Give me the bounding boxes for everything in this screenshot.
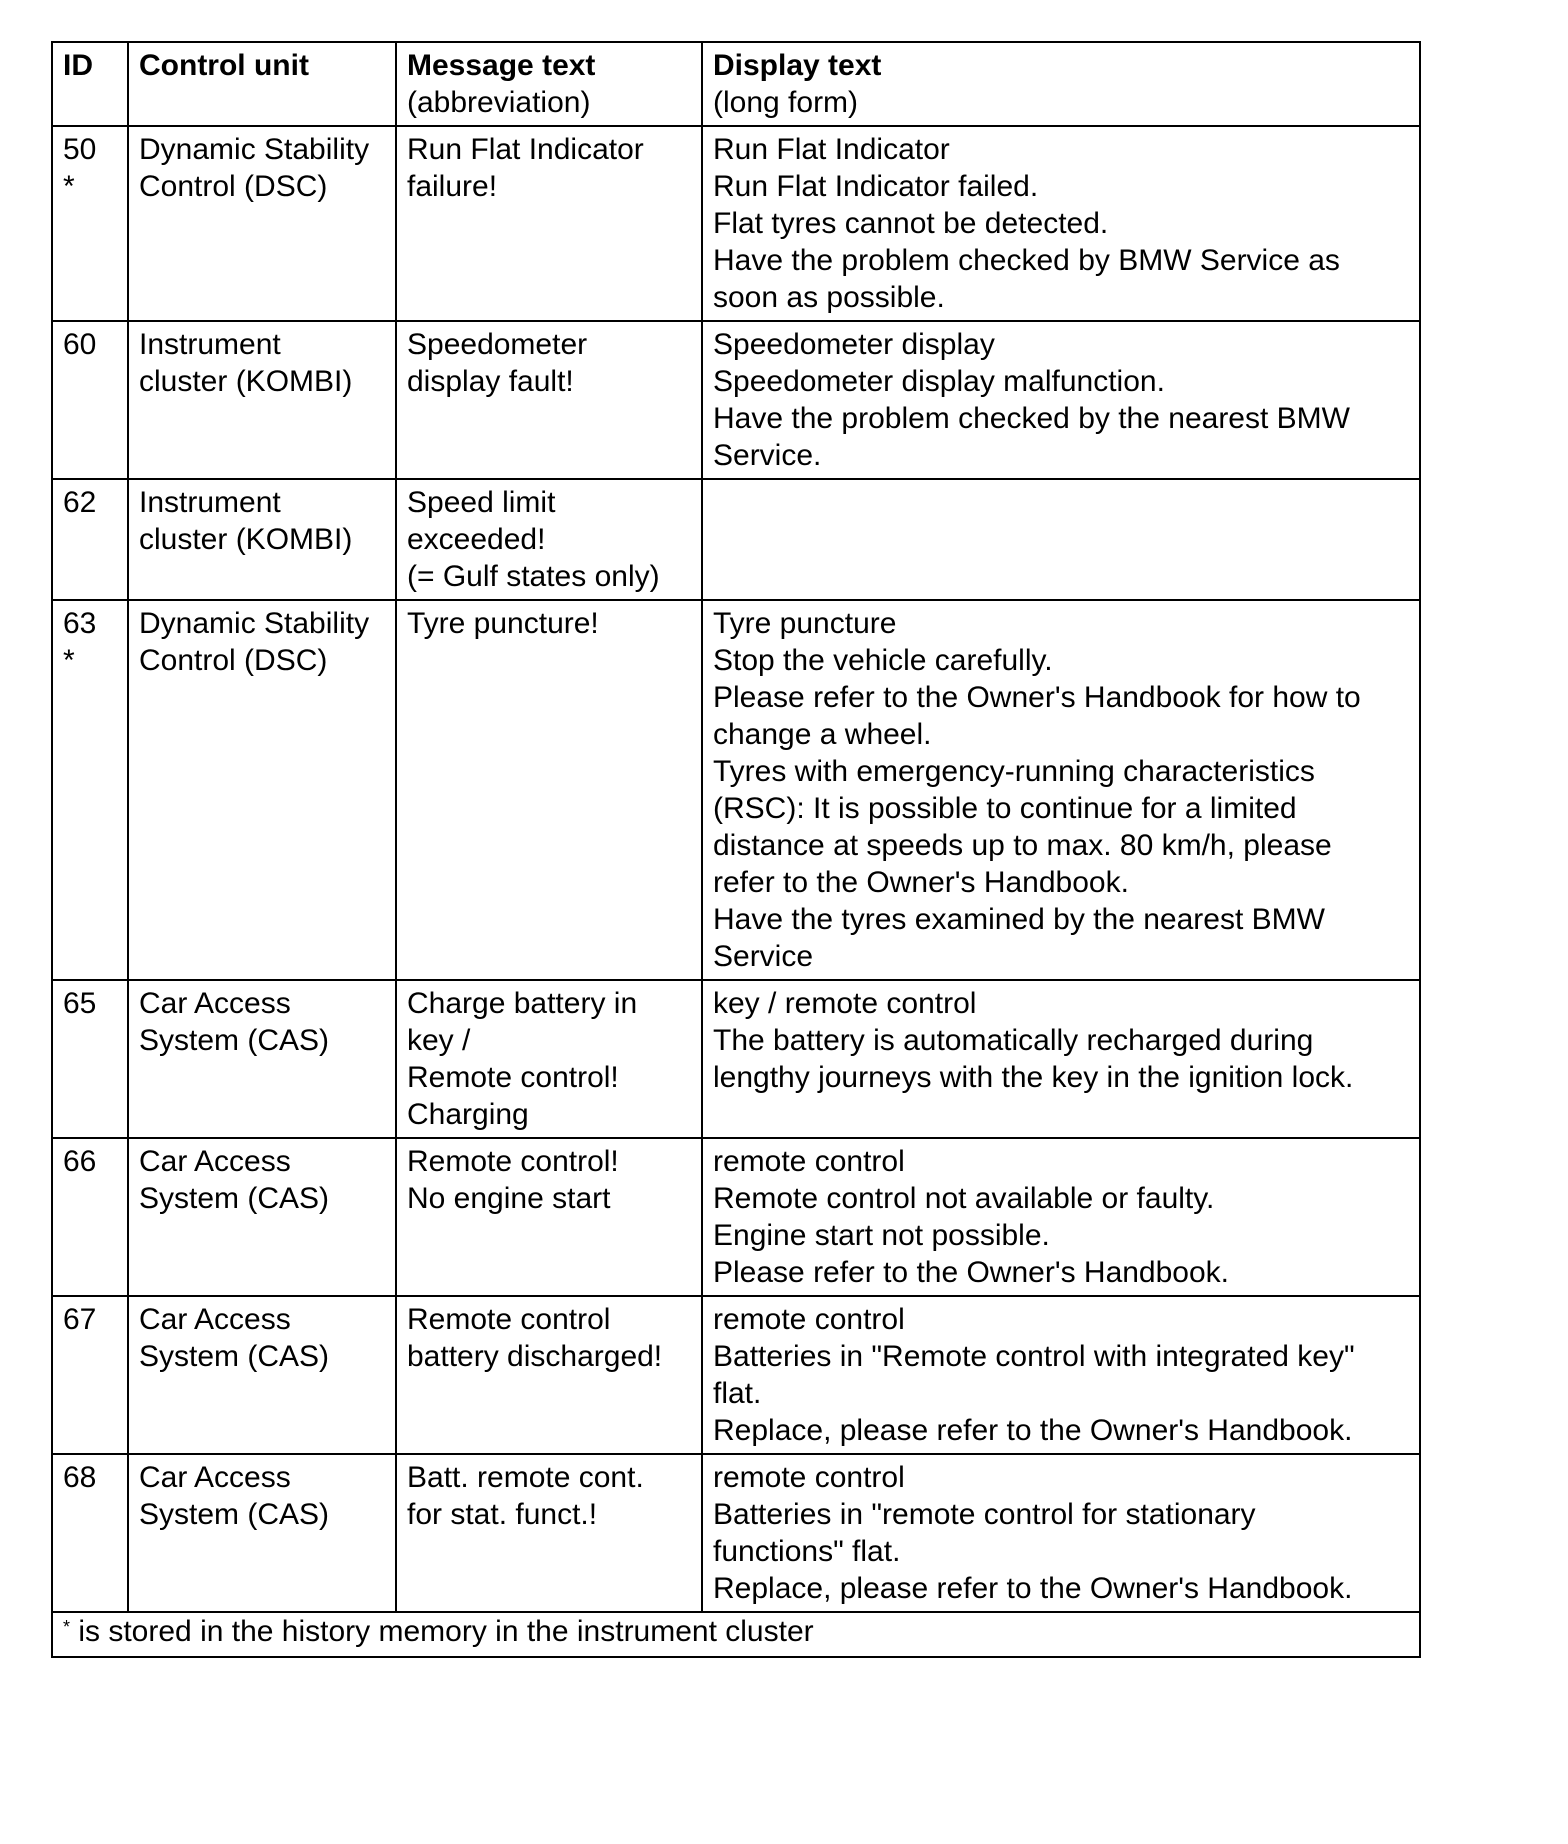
display-text-line: Speedometer display malfunction. (713, 365, 1165, 398)
message-text-line: Tyre puncture! (407, 607, 599, 640)
message-text-line: Charge battery in (407, 987, 638, 1020)
id-line: 67 (63, 1303, 97, 1336)
id-cell (52, 600, 128, 980)
message-text-line: (= Gulf states only) (407, 560, 660, 593)
footnote-row (52, 1612, 1420, 1657)
display-text-line: remote control (713, 1461, 905, 1494)
display-text-line: Run Flat Indicator failed. (713, 170, 1039, 203)
header-id-label: ID (63, 49, 93, 82)
control-unit-line: Dynamic Stability (139, 607, 370, 640)
id-line: 68 (63, 1461, 97, 1494)
display-text-line: Stop the vehicle carefully. (713, 644, 1053, 677)
table-row (52, 321, 1420, 479)
message-text-line: battery discharged! (407, 1340, 663, 1373)
message-text-cell (396, 600, 702, 980)
id-cell (52, 126, 128, 321)
display-text-cell (702, 1296, 1420, 1454)
display-text-line: Engine start not possible. (713, 1219, 1050, 1252)
header-display-text (702, 42, 1420, 126)
footnote-text: is stored in the history memory in the instrument cluster (70, 1615, 814, 1648)
control-unit-cell (128, 600, 396, 980)
id-line: 50 (63, 133, 97, 166)
header-message-title: Message text (407, 49, 596, 82)
display-text-line: Replace, please refer to the Owner's Handbook. (713, 1414, 1353, 1447)
message-text-cell (396, 980, 702, 1138)
control-unit-line: System (CAS) (139, 1024, 330, 1057)
control-unit-cell (128, 1296, 396, 1454)
table-header-row (52, 42, 1420, 126)
id-line (63, 1022, 119, 1059)
display-text-line: remote control (713, 1145, 905, 1178)
control-unit-line: Car Access (139, 1145, 291, 1178)
message-text-line: key / (407, 1024, 471, 1057)
control-unit-line: Control (DSC) (139, 644, 328, 677)
header-display-sub: (long form) (713, 86, 859, 119)
header-message-text (396, 42, 702, 126)
control-unit-cell (128, 1454, 396, 1612)
control-unit-line: Instrument (139, 328, 281, 361)
display-text-line: change a wheel. (713, 718, 932, 751)
id-line: 65 (63, 987, 97, 1020)
header-control-unit-label: Control unit (139, 49, 309, 82)
message-text-line: Speed limit (407, 486, 556, 519)
display-text-line: Service. (713, 439, 822, 472)
display-text-line: Speedometer display (713, 328, 995, 361)
display-text-cell (702, 600, 1420, 980)
message-text-cell (396, 126, 702, 321)
control-unit-line: Car Access (139, 1461, 291, 1494)
display-text-line: Run Flat Indicator (713, 133, 950, 166)
id-line: 66 (63, 1145, 97, 1178)
message-text-cell (396, 1296, 702, 1454)
message-text-line: No engine start (407, 1182, 611, 1215)
display-text-cell (702, 479, 1420, 600)
message-text-cell (396, 1138, 702, 1296)
display-text-line: Please refer to the Owner's Handbook for how to (713, 681, 1361, 714)
id-cell (52, 1454, 128, 1612)
control-unit-line: System (CAS) (139, 1340, 330, 1373)
control-unit-cell (128, 126, 396, 321)
display-text-line: Batteries in "Remote control with integrated key" (713, 1340, 1355, 1373)
display-text-line: functions" flat. (713, 1535, 901, 1568)
control-unit-line: cluster (KOMBI) (139, 523, 353, 556)
id-cell (52, 479, 128, 600)
control-unit-line: Instrument (139, 486, 281, 519)
table-row (52, 1138, 1420, 1296)
display-text-line: remote control (713, 1303, 905, 1336)
id-line (63, 363, 119, 400)
id-cell (52, 1296, 128, 1454)
header-display-title: Display text (713, 49, 882, 82)
display-text-line: Tyre puncture (713, 607, 897, 640)
control-unit-line: Car Access (139, 1303, 291, 1336)
display-text-line: Batteries in "remote control for stationary (713, 1498, 1256, 1531)
display-text-line: Have the problem checked by the nearest BMW (713, 402, 1350, 435)
id-line (63, 1180, 119, 1217)
message-text-line: display fault! (407, 365, 574, 398)
message-text-line: Batt. remote cont. (407, 1461, 644, 1494)
display-text-line: distance at speeds up to max. 80 km/h, please (713, 829, 1332, 862)
message-text-line: Charging (407, 1098, 529, 1131)
header-id (52, 42, 128, 126)
display-text-line: Flat tyres cannot be detected. (713, 207, 1109, 240)
display-text-line: flat. (713, 1377, 762, 1410)
display-text-line: Please refer to the Owner's Handbook. (713, 1256, 1230, 1289)
control-unit-line: Control (DSC) (139, 170, 328, 203)
control-unit-cell (128, 1138, 396, 1296)
message-text-line: exceeded! (407, 523, 546, 556)
message-text-line: Remote control! (407, 1145, 619, 1178)
display-text-cell (702, 321, 1420, 479)
table-row (52, 1296, 1420, 1454)
message-text-cell (396, 321, 702, 479)
id-cell (52, 1138, 128, 1296)
control-unit-line: System (CAS) (139, 1498, 330, 1531)
message-text-line: Speedometer (407, 328, 588, 361)
id-cell (52, 321, 128, 479)
id-line (63, 1338, 119, 1375)
footnote-marker: * (63, 1617, 71, 1637)
id-line: 63 (63, 607, 97, 640)
id-line: 62 (63, 486, 97, 519)
message-text-line: for stat. funct.! (407, 1498, 598, 1531)
message-text-line: Remote control (407, 1303, 611, 1336)
message-text-line: failure! (407, 170, 498, 203)
display-text-line: Remote control not available or faulty. (713, 1182, 1215, 1215)
message-text-cell (396, 1454, 702, 1612)
control-unit-cell (128, 479, 396, 600)
table-row (52, 126, 1420, 321)
display-text-cell (702, 1454, 1420, 1612)
header-message-sub: (abbreviation) (407, 86, 591, 119)
display-text-cell (702, 126, 1420, 321)
control-unit-cell (128, 321, 396, 479)
control-unit-line: Dynamic Stability (139, 133, 370, 166)
message-table (51, 41, 1421, 1658)
display-text-line: lengthy journeys with the key in the ignition lock. (713, 1061, 1354, 1094)
id-cell (52, 980, 128, 1138)
id-line (63, 1496, 119, 1533)
display-text-line: key / remote control (713, 987, 977, 1020)
table-row (52, 479, 1420, 600)
table-row (52, 600, 1420, 980)
control-unit-cell (128, 980, 396, 1138)
id-line: * (63, 170, 75, 203)
message-text-line: Run Flat Indicator (407, 133, 644, 166)
display-text-cell (702, 1138, 1420, 1296)
control-unit-line: Car Access (139, 987, 291, 1020)
table-row (52, 1454, 1420, 1612)
table-body (52, 126, 1420, 1612)
message-text-line: Remote control! (407, 1061, 619, 1094)
control-unit-line: cluster (KOMBI) (139, 365, 353, 398)
display-text-line: (RSC): It is possible to continue for a limited (713, 792, 1297, 825)
id-line: * (63, 644, 75, 677)
display-text-line: Have the problem checked by BMW Service as (713, 244, 1340, 277)
display-text-line: refer to the Owner's Handbook. (713, 866, 1129, 899)
id-line (63, 521, 119, 558)
display-text-cell (702, 980, 1420, 1138)
display-text-line: Replace, please refer to the Owner's Handbook. (713, 1572, 1353, 1605)
table-row (52, 980, 1420, 1138)
display-text-line: Tyres with emergency-running characteristics (713, 755, 1315, 788)
footnote-cell (52, 1612, 1420, 1657)
control-unit-line: System (CAS) (139, 1182, 330, 1215)
display-text-line: Service (713, 940, 814, 973)
display-text-line: Have the tyres examined by the nearest BMW (713, 903, 1325, 936)
header-control-unit (128, 42, 396, 126)
message-text-cell (396, 479, 702, 600)
display-text-line: The battery is automatically recharged during (713, 1024, 1314, 1057)
display-text-line: soon as possible. (713, 281, 945, 314)
id-line: 60 (63, 328, 97, 361)
